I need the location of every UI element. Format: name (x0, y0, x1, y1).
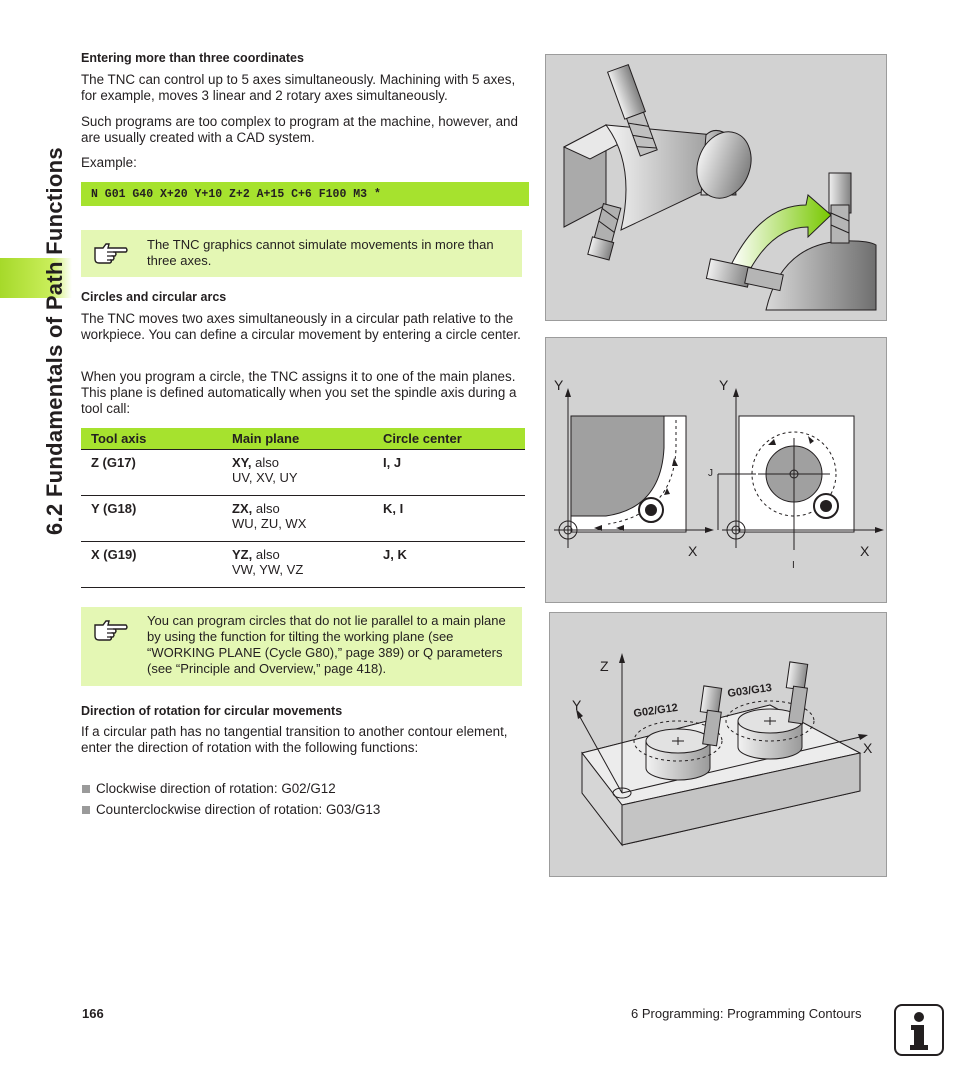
pointing-hand-icon (93, 617, 129, 641)
tool-axis-cell: Z (G17) (91, 454, 136, 470)
table-row (81, 495, 525, 541)
axis-label-x: X (863, 740, 873, 756)
list-item-text: Clockwise direction of rotation: G02/G12 (96, 781, 336, 796)
label-g02-g12: G02/G12 (632, 701, 679, 720)
tool-axis-cell: Y (G18) (91, 500, 137, 516)
list-item-text: Counterclockwise direction of rotation: G03/G13 (96, 802, 381, 817)
note-box (81, 607, 522, 686)
figure-circle-center (545, 337, 887, 603)
alt-planes-cell: WU, ZU, WX (232, 515, 307, 531)
note-box (81, 230, 522, 277)
also-text: also (251, 454, 279, 470)
rotation-direction-diagram (550, 613, 886, 876)
paragraph: The TNC moves two axes simultaneously in a circular path relative to the workpiece. You can define a circular movement by entering a circle center. (81, 311, 521, 342)
table-header: Main plane (222, 428, 373, 449)
main-plane-cell: ZX, (232, 500, 253, 516)
label-j: J (708, 468, 713, 479)
main-plane-table (81, 428, 525, 588)
info-i-glyph-icon (896, 1006, 942, 1054)
list-item (82, 802, 380, 817)
alt-planes-cell: VW, YW, VZ (232, 561, 304, 577)
circle-center-cell: I, J (383, 454, 402, 470)
main-plane-cell: XY, (232, 454, 252, 470)
label-i: I (792, 560, 795, 571)
table-header: Tool axis (81, 428, 222, 449)
axis-label-x: X (860, 543, 870, 559)
also-text: also (252, 500, 280, 516)
pointing-hand-icon (93, 240, 129, 264)
tool-axis-cell: X (G19) (91, 546, 137, 562)
info-icon (894, 1004, 944, 1056)
table-row (81, 541, 525, 587)
axis-label-z: Z (600, 658, 609, 674)
five-axis-illustration (546, 55, 886, 320)
figure-rotation-direction (549, 612, 887, 877)
figure-5-axis (545, 54, 887, 321)
also-text: also (252, 546, 280, 562)
axis-label-x: X (688, 543, 698, 559)
section-heading: Entering more than three coordinates (81, 51, 304, 65)
axis-label-y: Y (572, 697, 582, 713)
circle-center-diagram (546, 338, 886, 602)
paragraph: When you program a circle, the TNC assigns it to one of the main planes. This plane is defined automatically when you set the spindle axis during a tool call: (81, 369, 517, 416)
example-label: Example: (81, 155, 137, 170)
paragraph: If a circular path has no tangential transition to another contour element, enter the direction of rotation with the following functions: (81, 724, 508, 755)
code-example: N G01 G40 X+20 Y+10 Z+2 A+15 C+6 F100 M3 * (81, 182, 529, 206)
note-text: You can program circles that do not lie parallel to a main plane by using the function for tilting the working plane (see “WORKING PLANE (Cycle G80),” page 389) or Q parameters (see “Principle and Overview,” page 418). (147, 613, 506, 676)
paragraph: Such programs are too complex to program at the machine, however, and are usually created with a CAD system. (81, 114, 518, 145)
paragraph: The TNC can control up to 5 axes simultaneously. Machining with 5 axes, for example, moves 3 linear and 2 rotary axes simultaneously. (81, 72, 516, 103)
table-header: Circle center (373, 428, 525, 449)
table-row (81, 449, 525, 495)
axis-label-y: Y (719, 377, 729, 393)
label-g03-g13: G03/G13 (726, 681, 773, 700)
main-plane-cell: YZ, (232, 546, 253, 562)
list-item (82, 781, 336, 796)
section-heading: Circles and circular arcs (81, 290, 227, 304)
footer-chapter-title: 6 Programming: Programming Contours (631, 1006, 862, 1021)
alt-planes-cell: UV, XV, UY (232, 469, 298, 485)
chapter-side-title: 6.2 Fundamentals of Path Functions (42, 147, 67, 535)
bullet-square-icon (82, 785, 90, 793)
circle-center-cell: K, I (383, 500, 404, 516)
note-text: The TNC graphics cannot simulate movements in more than three axes. (147, 237, 494, 268)
section-heading: Direction of rotation for circular movements (81, 704, 343, 718)
axis-label-y: Y (554, 377, 564, 393)
bullet-square-icon (82, 806, 90, 814)
circle-center-cell: J, K (383, 546, 407, 562)
page-number: 166 (82, 1006, 104, 1021)
